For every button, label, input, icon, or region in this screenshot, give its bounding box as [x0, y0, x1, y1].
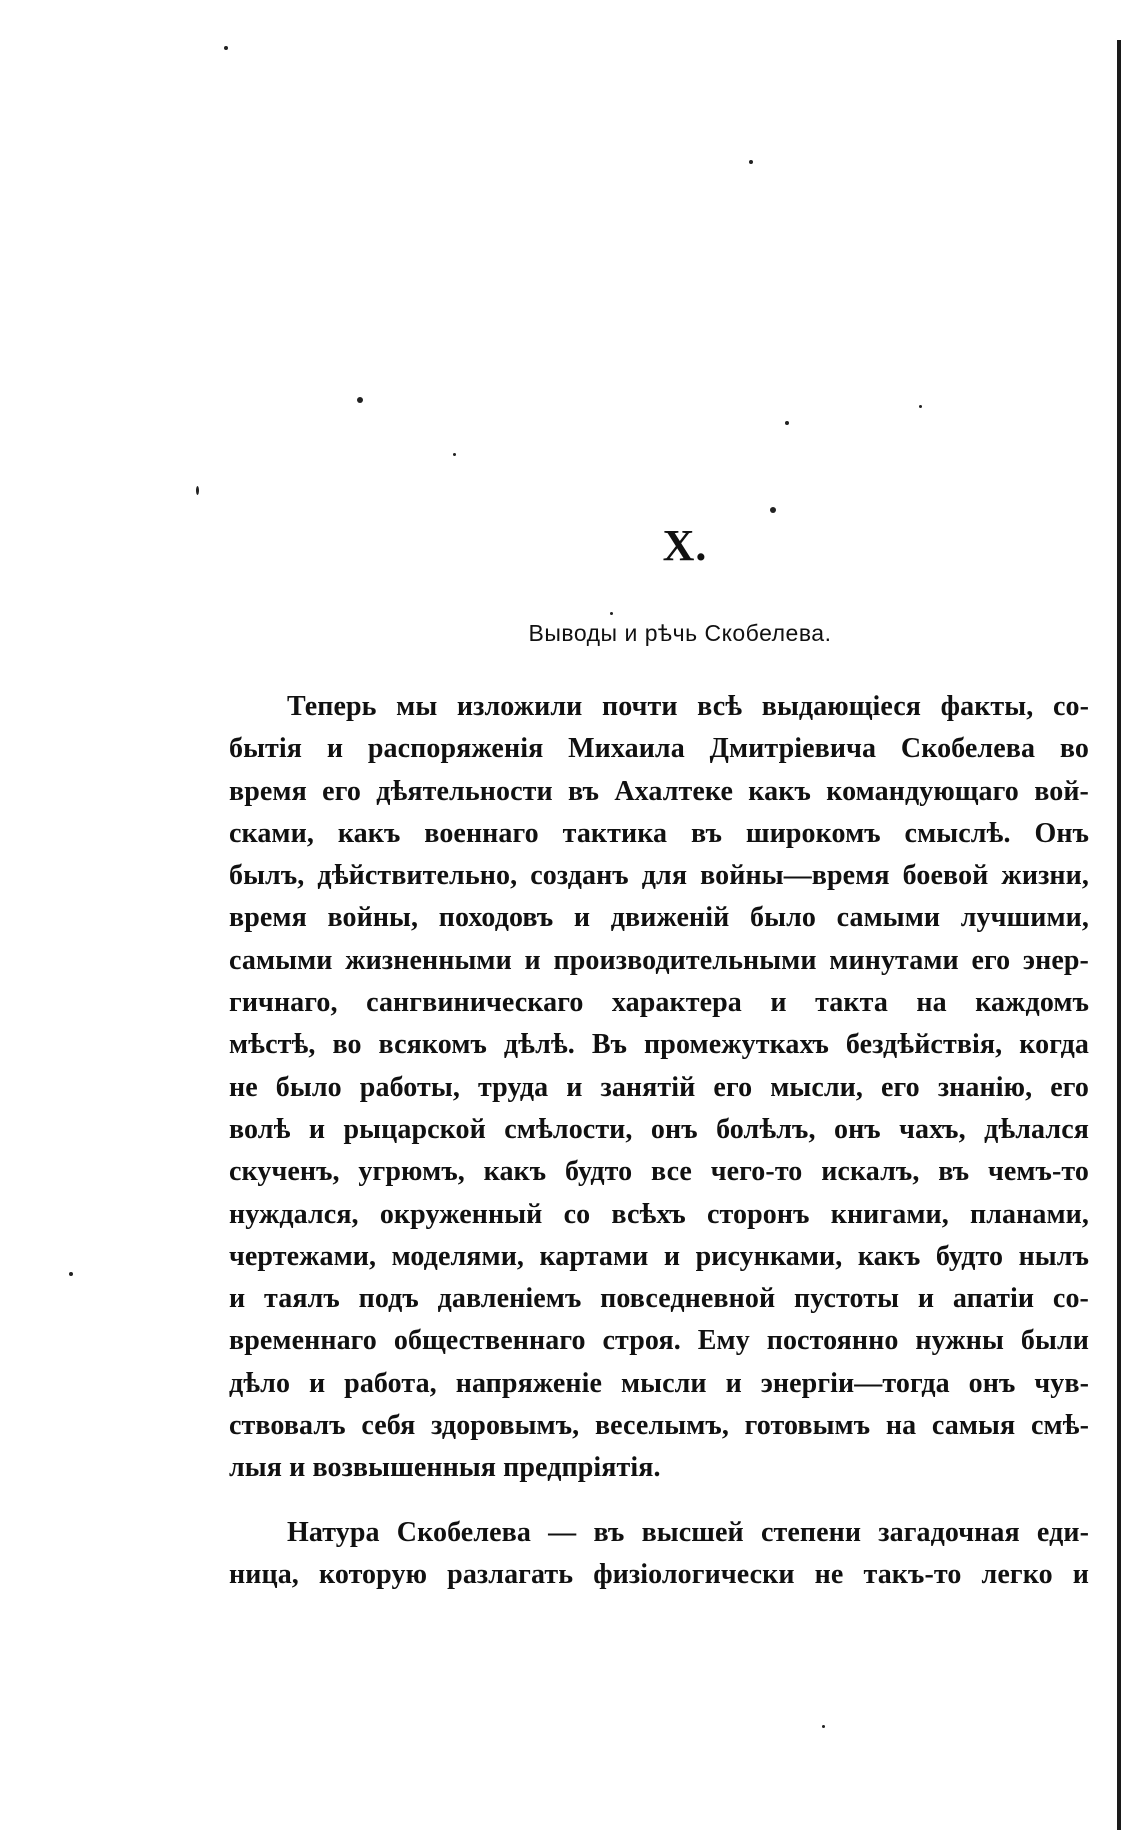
- text-line: лыя и возвышенныя предпріятія.: [229, 1452, 661, 1484]
- scan-speck: [919, 405, 922, 408]
- text-line: волѣ и рыцарской смѣлости, онъ болѣлъ, онъ чахъ, дѣлался: [229, 1113, 1089, 1145]
- text-line: временнаго общественнаго строя. Ему постоянно нужны были: [229, 1325, 1089, 1357]
- scan-speck: [785, 421, 789, 425]
- text-line: гичнаго, сангвиническаго характера и такта на каждомъ: [229, 987, 1089, 1019]
- scan-speck: [770, 507, 776, 513]
- scan-speck: [69, 1272, 73, 1276]
- text-line: и таялъ подъ давленіемъ повседневной пустоты и апатіи со-: [229, 1283, 1089, 1315]
- scan-speck: [749, 160, 753, 164]
- text-line: не было работы, труда и занятій его мысли, его знанію, его: [229, 1071, 1089, 1103]
- scan-speck: [610, 612, 613, 615]
- paragraph: [229, 1512, 1089, 1597]
- scan-speck: [224, 46, 228, 50]
- text-line: ница, которую разлагать физіологически не такъ-то легко и: [229, 1558, 1089, 1590]
- scan-speck: [196, 486, 199, 495]
- text-line: ствовалъ себя здоровымъ, веселымъ, готовымъ на самыя смѣ-: [229, 1410, 1089, 1442]
- text-line: Теперь мы изложили почти всѣ выдающіеся факты, со-: [287, 691, 1089, 722]
- text-line: Натура Скобелева — въ высшей степени загадочная еди-: [287, 1516, 1089, 1548]
- body-text: [229, 686, 1089, 1596]
- text-line: нуждался, окруженный со всѣхъ сторонъ книгами, планами,: [229, 1198, 1089, 1230]
- scan-speck: [357, 397, 363, 403]
- chapter-title: Выводы и рѣчь Скобелева.: [528, 620, 832, 646]
- text-line: время его дѣятельности въ Ахалтеке какъ командующаго вой-: [229, 775, 1089, 807]
- text-line: бытія и распоряженія Михаила Дмитріевича Скобелева во: [229, 733, 1089, 765]
- paragraph: [229, 686, 1089, 1490]
- text-line: самыми жизненными и производительными минутами его энер-: [229, 944, 1089, 976]
- scan-speck: [822, 1725, 825, 1728]
- text-line: сками, какъ военнаго тактика въ широкомъ смыслѣ. Онъ: [229, 817, 1089, 849]
- paragraph-gap: [229, 1490, 1089, 1512]
- text-line: чертежами, моделями, картами и рисунками, какъ будто нылъ: [229, 1240, 1089, 1272]
- text-line: мѣстѣ, во всякомъ дѣлѣ. Въ промежуткахъ бездѣйствія, когда: [229, 1029, 1089, 1061]
- scan-speck: [453, 453, 456, 456]
- page-edge-line: [1117, 40, 1121, 1830]
- text-line: скученъ, угрюмъ, какъ будто все чего-то искалъ, въ чемъ-то: [229, 1156, 1089, 1188]
- chapter-number: X.: [662, 521, 708, 570]
- text-line: былъ, дѣйствительно, созданъ для войны—время боевой жизни,: [229, 860, 1089, 892]
- text-line: время войны, походовъ и движеній было самыми лучшими,: [229, 902, 1089, 934]
- text-line: дѣло и работа, напряженіе мысли и энергіи—тогда онъ чув-: [229, 1367, 1089, 1399]
